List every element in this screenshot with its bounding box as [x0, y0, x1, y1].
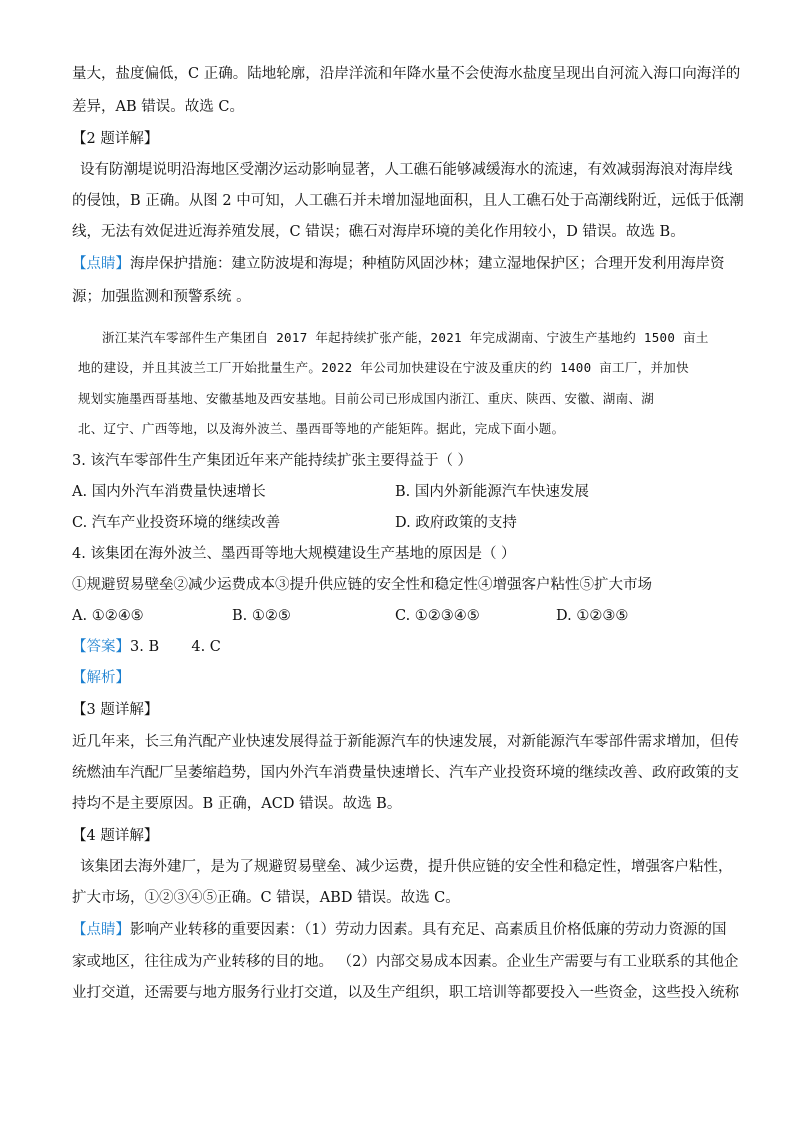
- paragraph-line: 近几年来，长三角汽配产业快速发展得益于新能源汽车的快速发展，对新能源汽车零部件需求增加，但传: [72, 734, 739, 750]
- dianjing-text: 影响产业转移的重要因素：（1）劳动力因素。具有充足、高素质且价格低廉的劳动力资源的国: [130, 922, 727, 938]
- paragraph-line: 持均不是主要原因。B 正确，ACD 错误。故选 B。: [72, 796, 402, 812]
- paragraph-line: 统燃油车汽配厂呈萎缩趋势，国内外汽车消费量快速增长、汽车产业投资环境的继续改善、政府政策的支: [72, 765, 739, 781]
- analysis-label: 【解析】: [72, 670, 130, 686]
- dianjing-label: 【点睛】: [72, 922, 130, 938]
- paragraph-line: 的侵蚀，B 正确。从图 2 中可知，人工礁石并未增加湿地面积，且人工礁石处于高潮线附近，远低于低潮: [72, 193, 744, 209]
- paragraph-line: 扩大市场，①②③④⑤正确。C 错误，ABD 错误。故选 C。: [72, 890, 460, 906]
- q4-option-d: D. ①②③⑤: [556, 608, 629, 624]
- q3-option-b: B. 国内外新能源汽车快速发展: [395, 484, 589, 500]
- q3-detail-header: 【3 题详解】: [72, 702, 159, 718]
- passage-line: 北、辽宁、广西等地，以及海外波兰、墨西哥等地的产能矩阵。据此，完成下面小题。: [78, 421, 565, 436]
- q4-detail-header: 【4 题详解】: [72, 828, 159, 844]
- paragraph-line: 量大，盐度偏低，C 正确。陆地轮廓，沿岸洋流和年降水量不会使海水盐度呈现出自河流入海口向海洋的: [72, 66, 741, 82]
- paragraph-line: 源；加强监测和预警系统 。: [72, 289, 251, 305]
- q4-option-c: C. ①②③④⑤: [395, 608, 480, 624]
- q3-option-a: A. 国内外汽车消费量快速增长: [72, 484, 266, 500]
- q4-option-b: B. ①②⑤: [232, 608, 291, 624]
- dianjing-label: 【点睛】: [72, 256, 130, 272]
- question-4-stem: 4. 该集团在海外波兰、墨西哥等地大规模建设生产基地的原因是（ ）: [72, 546, 516, 562]
- passage-line: 规划实施墨西哥基地、安徽基地及西安基地。目前公司已形成国内浙江、重庆、陕西、安徽、湖南、湖: [78, 391, 655, 406]
- question-4-items: ①规避贸易壁垒②减少运费成本③提升供应链的安全性和稳定性④增强客户粘性⑤扩大市场: [72, 577, 652, 593]
- paragraph-line: 业打交道，还需要与地方服务行业打交道，以及生产组织，职工培训等都要投入一些资金，这些投入统称: [72, 985, 739, 1001]
- paragraph-line: 差异，AB 错误。故选 C。: [72, 99, 244, 115]
- q3-option-d: D. 政府政策的支持: [395, 515, 517, 531]
- answer-line: [72, 637, 732, 657]
- paragraph-line: 该集团去海外建厂，是为了规避贸易壁垒、减少运费，提升供应链的安全性和稳定性，增强客户粘性，: [80, 859, 733, 875]
- paragraph-line: 家或地区，往往成为产业转移的目的地。 （2）内部交易成本因素。企业生产需要与有工业联系的其他企: [72, 954, 739, 970]
- q2-detail-header: 【2 题详解】: [72, 131, 159, 147]
- q3-option-c: C. 汽车产业投资环境的继续改善: [72, 515, 281, 531]
- paragraph-line: 线，无法有效促进近海养殖发展，C 错误；礁石对海岸环境的美化作用较小，D 错误。故选 B。: [72, 224, 685, 240]
- answer-label: 【答案】: [72, 639, 130, 655]
- paragraph-line: 设有防潮堤说明沿海地区受潮汐运动影响显著，人工礁石能够减缓海水的流速，有效减弱海浪对海岸线: [80, 162, 733, 178]
- dianjing-line: [72, 254, 732, 274]
- q4-option-a: A. ①②④⑤: [72, 608, 144, 624]
- question-3-stem: 3. 该汽车零部件生产集团近年来产能持续扩张主要得益于（ ）: [72, 453, 473, 469]
- passage-line: 浙江某汽车零部件生产集团自 2017 年起持续扩张产能，2021 年完成湖南、宁波生产基地约 1500 亩土: [102, 330, 709, 345]
- passage-line: 地的建设，并且其波兰工厂开始批量生产。2022 年公司加快建设在宁波及重庆的约 1400 亩工厂，并加快: [78, 360, 689, 375]
- answer-text: 3. B 4. C: [130, 639, 221, 655]
- dianjing-text: 海岸保护措施：建立防波堤和海堤；种植防风固沙林；建立湿地保护区；合理开发利用海岸资: [130, 256, 725, 272]
- dianjing-line: [72, 920, 732, 940]
